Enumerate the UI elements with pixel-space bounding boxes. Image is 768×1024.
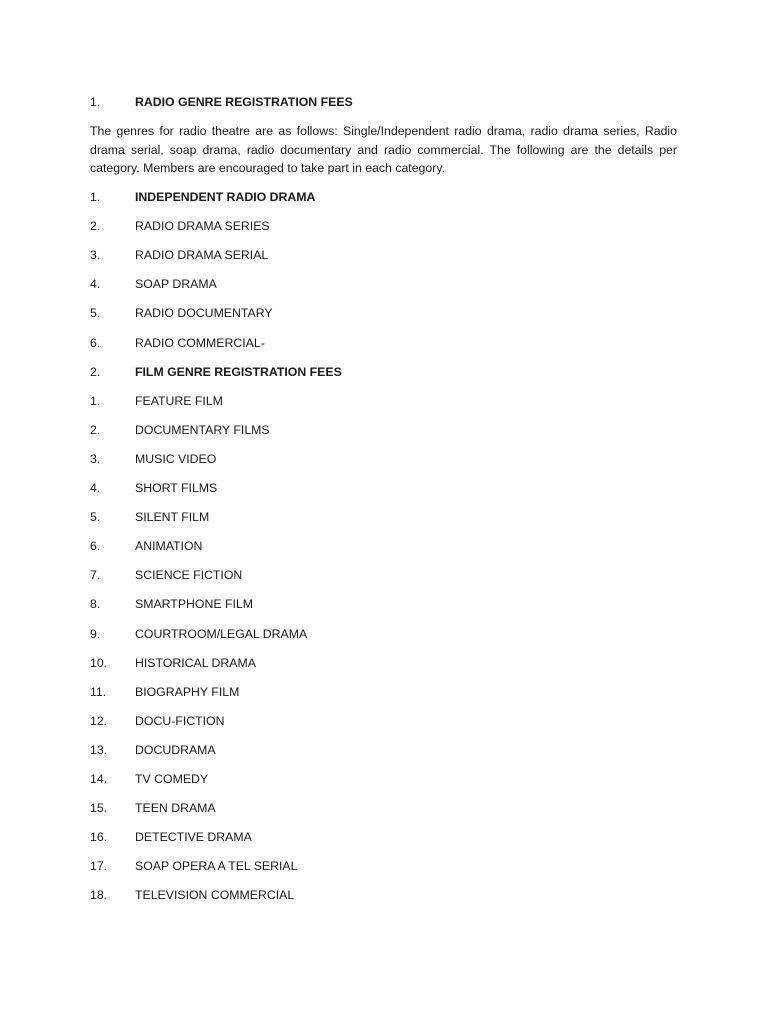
list-item-number: 17. bbox=[90, 859, 108, 874]
list-item-label: TEEN DRAMA bbox=[135, 801, 216, 816]
list-item-label: SILENT FILM bbox=[135, 510, 210, 525]
list-item-number: 6. bbox=[90, 335, 101, 350]
list-item-label: MUSIC VIDEO bbox=[135, 451, 217, 466]
list-item-number: 8. bbox=[90, 597, 101, 612]
section2-number: 2. bbox=[90, 364, 101, 379]
list-item-number: 13. bbox=[90, 742, 108, 757]
list-item-number: 2. bbox=[90, 422, 101, 437]
list-item-number: 14. bbox=[90, 772, 108, 786]
list-item-number: 5. bbox=[90, 510, 101, 525]
list-item-number: 12. bbox=[90, 713, 108, 728]
list-item-label: SMARTPHONE FILM bbox=[135, 597, 253, 612]
section2-heading: FILM GENRE REGISTRATION FEES bbox=[135, 364, 342, 379]
list-item-label: RADIO DRAMA SERIAL bbox=[135, 248, 269, 263]
list-item-label: ANIMATION bbox=[135, 539, 203, 554]
list-item-number: 5. bbox=[90, 306, 101, 321]
list-item-number: 6. bbox=[90, 539, 101, 554]
list-item-number: 3. bbox=[90, 451, 101, 466]
list-item-label: INDEPENDENT RADIO DRAMA bbox=[135, 190, 316, 204]
list-item-number: 2. bbox=[90, 219, 101, 234]
list-item-number: 10. bbox=[90, 655, 108, 670]
list-item-number: 18. bbox=[90, 888, 108, 903]
list-item-number: 15. bbox=[90, 801, 108, 816]
list-item-number: 1. bbox=[90, 393, 101, 408]
list-item-label: DOCUDRAMA bbox=[135, 742, 216, 757]
list-item-label: SOAP OPERA A TEL SERIAL bbox=[135, 859, 298, 874]
list-item-label: FEATURE FILM bbox=[135, 393, 223, 408]
list-item-label: SOAP DRAMA bbox=[135, 277, 217, 292]
list-item-label: RADIO DRAMA SERIES bbox=[135, 219, 270, 234]
list-item-label: SCIENCE FICTION bbox=[135, 568, 243, 583]
section1-heading: RADIO GENRE REGISTRATION FEES bbox=[135, 95, 353, 109]
list-item-number: 4. bbox=[90, 277, 101, 292]
list-item-number: 3. bbox=[90, 248, 101, 263]
section1-number: 1. bbox=[90, 95, 101, 109]
list-item-label: TV COMEDY bbox=[135, 772, 209, 786]
list-item-label: DETECTIVE DRAMA bbox=[135, 830, 252, 845]
list-item-label: SHORT FILMS bbox=[135, 481, 218, 495]
list-item-number: 11. bbox=[90, 684, 107, 699]
list-item-label: DOCU-FICTION bbox=[135, 713, 225, 728]
list-item-number: 16. bbox=[90, 830, 108, 845]
list-item-number: 4. bbox=[90, 481, 101, 495]
list-item-label: RADIO DOCUMENTARY bbox=[135, 306, 273, 321]
list-item-label: BIOGRAPHY FILM bbox=[135, 684, 240, 699]
list-item-label: TELEVISION COMMERCIAL bbox=[135, 888, 295, 903]
section1-intro-paragraph: The genres for radio theatre are as follows: Single/Independent radio drama, radio drama series, Radio drama serial, soap drama, radio documentary and radio commercial. The following are the details per category. Members are encouraged to take part in each category. bbox=[90, 124, 677, 175]
list-item-label: HISTORICAL DRAMA bbox=[135, 655, 256, 670]
list-item-label: DOCUMENTARY FILMS bbox=[135, 422, 270, 437]
list-item-number: 1. bbox=[90, 190, 101, 204]
list-item-number: 9. bbox=[90, 626, 101, 641]
list-item-label: COURTROOM/LEGAL DRAMA bbox=[135, 626, 308, 641]
list-item-number: 7. bbox=[90, 568, 101, 583]
list-item-label: RADIO COMMERCIAL- bbox=[135, 335, 265, 350]
